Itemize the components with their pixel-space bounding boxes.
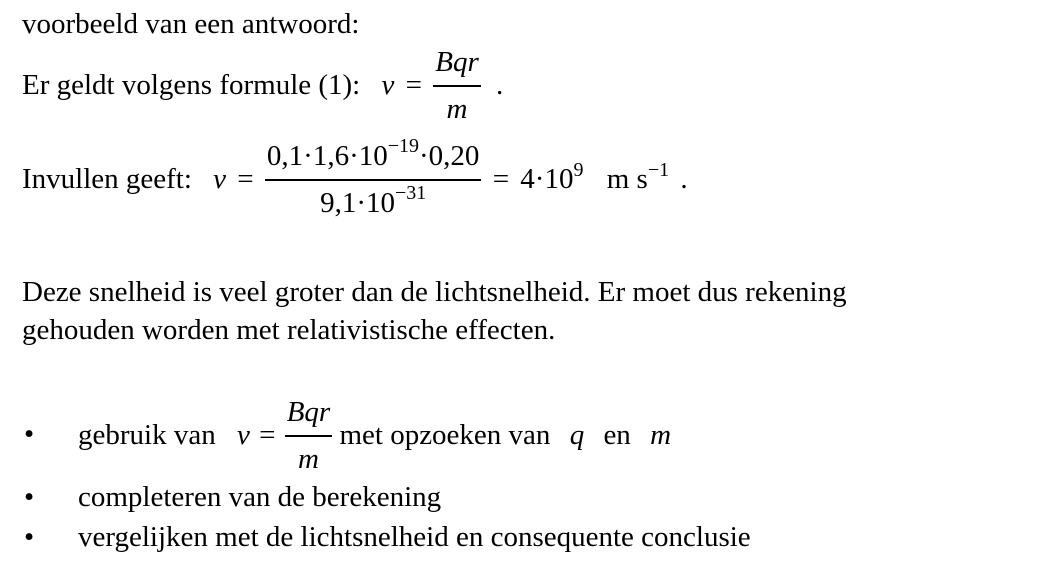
criteria-item-1-fraction [285, 398, 333, 474]
bullet-icon: • [24, 521, 35, 553]
formula-denominator: m [446, 92, 468, 125]
criteria-item-1-equals: = [259, 419, 276, 452]
formula-equals: = [405, 69, 422, 102]
conclusion-line-1: Deze snelheid is veel groter dan de lichtsnelheid. Er moet dus rekening [22, 276, 847, 308]
bullet-icon: • [24, 481, 35, 513]
formula-fraction [433, 48, 481, 124]
criteria-item-1-var-q: q [569, 419, 585, 452]
calc-numerator-main: 0,1·1,6·10 [266, 140, 388, 172]
criteria-item-1-middle: met opzoeken van [339, 419, 551, 452]
calc-denominator [265, 181, 482, 219]
calc-fraction-bar [265, 179, 482, 181]
calc-line [22, 135, 688, 219]
criteria-item-1-denominator: m [297, 442, 319, 475]
calc-result-exponent: 9 [573, 158, 584, 181]
criteria-item-1-and: en [603, 419, 631, 452]
calc-unit-exponent: −1 [647, 158, 670, 181]
criteria-item-1-var-m: m [650, 419, 672, 452]
calc-unit [606, 158, 670, 196]
calc-fraction [265, 135, 482, 219]
intro-text: voorbeeld van een antwoord: [22, 8, 360, 40]
formula-numerator: Bqr [435, 46, 479, 78]
criteria-item-1-content [78, 398, 671, 474]
criteria-item-1-prefix: gebruik van [78, 419, 216, 452]
calc-result-equals: = [492, 163, 510, 196]
calc-denominator-exponent: −31 [394, 181, 427, 204]
conclusion-line-2: gehouden worden met relativistische effecten. [22, 314, 556, 346]
calc-numerator-tail: ·0,20 [419, 140, 480, 172]
calc-result [520, 158, 584, 196]
criteria-item-3-text: vergelijken met de lichtsnelheid en consequente conclusie [78, 521, 751, 553]
criteria-item-1-lhs: v [236, 419, 250, 452]
calc-equals: = [237, 163, 254, 196]
calc-period: . [680, 163, 688, 196]
calc-denominator-main: 9,1·10 [320, 186, 395, 219]
formula-lhs: v [381, 69, 395, 102]
calc-numerator-exponent: −19 [387, 135, 420, 158]
formula-fraction-bar [433, 85, 481, 87]
calc-result-main: 4·10 [520, 163, 574, 196]
criteria-item-1-numerator: Bqr [286, 396, 331, 428]
calc-line-text: Invullen geeft: [22, 163, 192, 196]
formula-line-text: Er geldt volgens formule (1): [22, 69, 361, 102]
calc-unit-main: m s [606, 163, 648, 196]
formula-period: . [495, 69, 504, 102]
calc-numerator [265, 135, 482, 172]
bullet-icon: • [24, 418, 35, 450]
criteria-item-1-fraction-bar [285, 435, 333, 437]
formula-line [22, 48, 503, 124]
calc-lhs: v [213, 163, 227, 196]
criteria-item-2-text: completeren van de berekening [78, 481, 442, 513]
